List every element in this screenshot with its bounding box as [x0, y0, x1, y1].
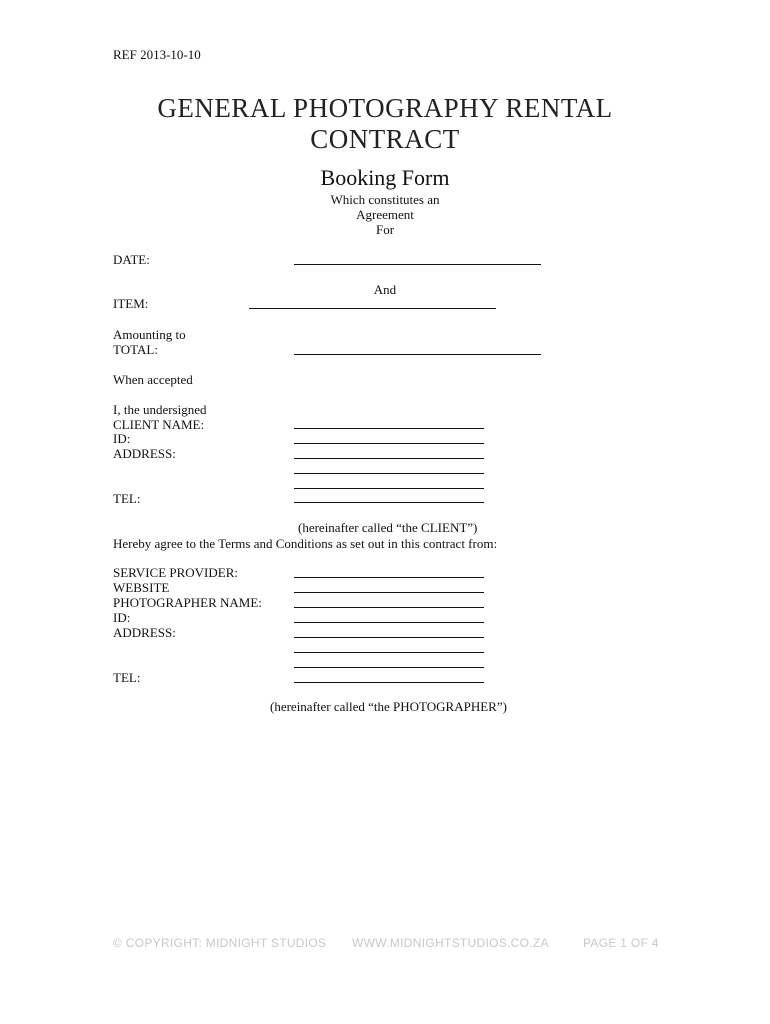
client-tel-label: TEL: [113, 491, 141, 506]
intro-line-3: For [375, 222, 395, 237]
client-name-label: CLIENT NAME: [113, 417, 205, 432]
website-label: WEBSITE [113, 580, 170, 595]
website-field[interactable] [294, 592, 484, 593]
amounting-to-label: Amounting to [113, 327, 186, 342]
client-id-field[interactable] [294, 443, 484, 444]
total-field[interactable] [294, 354, 541, 355]
footer-website: WWW.MIDNIGHTSTUDIOS.CO.ZA [352, 936, 549, 950]
total-label: TOTAL: [113, 342, 158, 357]
footer-copyright: © COPYRIGHT: MIDNIGHT STUDIOS [113, 936, 327, 950]
photographer-id-label: ID: [113, 610, 131, 625]
and-label: And [373, 282, 397, 297]
photographer-address-field-1[interactable] [294, 637, 484, 638]
photographer-tel-field[interactable] [294, 682, 484, 683]
photographer-name-field[interactable] [294, 607, 484, 608]
date-field[interactable] [294, 264, 541, 265]
photographer-tel-label: TEL: [113, 670, 141, 685]
document-title-line2: CONTRACT [310, 124, 460, 154]
item-field[interactable] [249, 308, 496, 309]
photographer-id-field[interactable] [294, 622, 484, 623]
photographer-name-label: PHOTOGRAPHER NAME: [113, 595, 262, 610]
undersigned-text: I, the undersigned [113, 402, 207, 417]
client-id-label: ID: [113, 431, 131, 446]
date-label: DATE: [113, 252, 150, 267]
intro-line-1: Which constitutes an [330, 192, 440, 207]
client-address-field-3[interactable] [294, 488, 484, 489]
agreement-statement: Hereby agree to the Terms and Conditions as set out in this contract from: [113, 536, 498, 551]
service-provider-field[interactable] [294, 577, 484, 578]
footer-page-number: PAGE 1 OF 4 [583, 936, 659, 950]
document-title-line1: GENERAL PHOTOGRAPHY RENTAL [157, 93, 613, 123]
client-address-field-2[interactable] [294, 473, 484, 474]
photographer-address-field-2[interactable] [294, 652, 484, 653]
client-designation: (hereinafter called “the CLIENT”) [298, 520, 478, 535]
item-label: ITEM: [113, 296, 149, 311]
photographer-address-field-3[interactable] [294, 667, 484, 668]
when-accepted-text: When accepted [113, 372, 193, 387]
photographer-address-label: ADDRESS: [113, 625, 176, 640]
photographer-designation: (hereinafter called “the PHOTOGRAPHER”) [270, 699, 507, 714]
client-address-label: ADDRESS: [113, 446, 176, 461]
service-provider-label: SERVICE PROVIDER: [113, 565, 238, 580]
client-tel-field[interactable] [294, 502, 484, 503]
intro-line-2: Agreement [356, 207, 414, 222]
booking-form-heading: Booking Form [320, 165, 450, 190]
client-name-field[interactable] [294, 428, 484, 429]
reference-number: REF 2013-10-10 [113, 47, 201, 62]
client-address-field-1[interactable] [294, 458, 484, 459]
